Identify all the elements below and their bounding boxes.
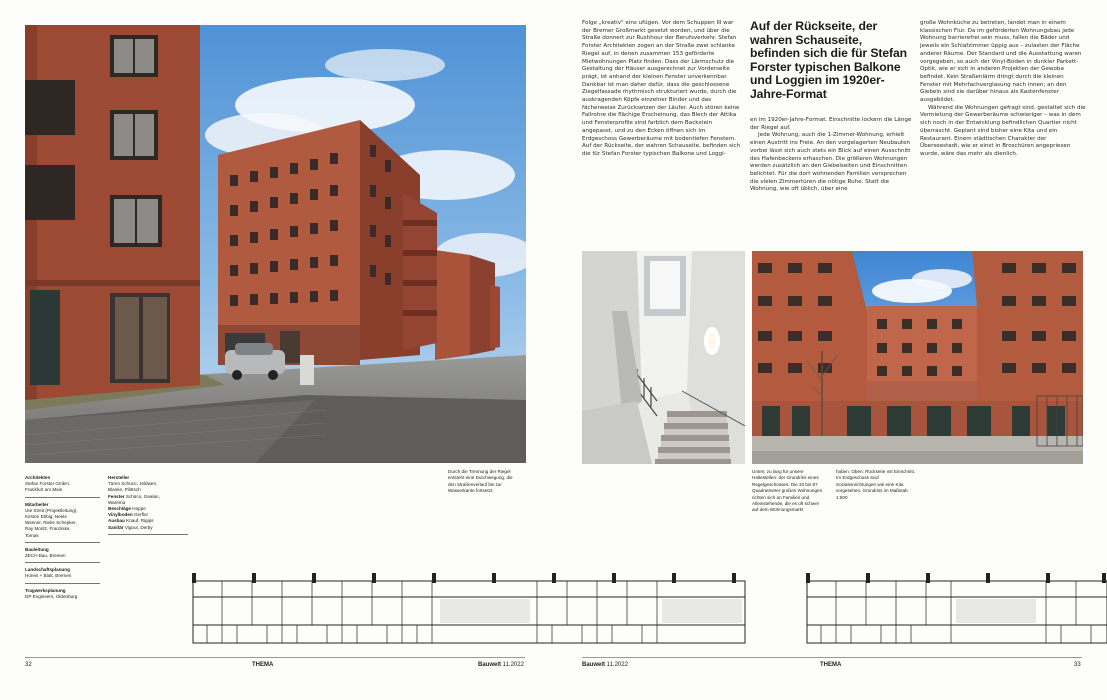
credits-construction-label: Bauleitung: [25, 546, 49, 552]
credits-staff-line: Tomas: [25, 532, 39, 538]
credits-landscape-label: Landschaftsplanung: [25, 567, 70, 573]
manufacturers-line: Blanke, Pilötsch: [108, 487, 141, 493]
credits-divider: [25, 542, 100, 543]
credits-block: [25, 475, 100, 600]
manufacturers-block: [108, 475, 188, 538]
body-column-2: en im 1920er-Jahre-Format. Einschnitte lockern die Länge der Riegel auf. Jede Wohnung, auch die 1-Zimmer-Wohnung, erhielt einen Austritt ins Freie. An den vorgelagerten Neubauten vorbei lässt sich auch stets ein Blick auf einen Ausschnitt des Hafenbeckens erhaschen. Die größeren Wohnungen werden zusätzlich an den Giebelseiten und Einschnitten belichtet. Für die dort wohnenden Familien versprechen die vielen Zimmertüren die nötige Ruhe. Statt die Wohnung, wie oft üblich, über eine: [750, 117, 912, 193]
manufacturers-item: Ausbau Knauf, Rigips: [108, 518, 154, 524]
credits-structure-label: Tragwerksplanung: [25, 587, 66, 593]
page-number-right: 33: [1074, 662, 1081, 668]
body-column-1: Folge „kreativ" eins ufügen. Vor dem Schuppen III war der Bremer Großmarkt gesetzt worden, und über die Straße donnert zur Rushhour der Berufsverkehr. Stefan Forster Architekten zogen an der Straße zwei schlanke Riegel auf, in denen zusammen 153 geförderte Mietwohnungen Platz finden. Dass der Lärmschutz die Gestaltung der Häuser ausgerechnet zur Vorderseite prägt, ist anhand der kleinen Fenster unverkennbar. Dankbar ist man daher dafür, dass die geschlossene Ziegelfassade rhythmisch strukturiert wurde, durch die auskragenden Köpfe einzelner Binder und das fächerweise Zurücksetzen der Läufer. Auch stören keine Fallrohre die flächige Erscheinung, das Blech der Attika und Fensterprofile sind farblich dem Backstein angepasst, und zu den Ecken öffnen sich im Erdgeschoss Gewerberäume mit bodentiefen Fenstern. Auf der Rückseite, der wahren Schauseite, befinden sich die für Stefan Forster typischen Balkone und Loggi-: [582, 20, 741, 157]
manufacturers-line: Türen Schüco, Jeldwen,: [108, 481, 158, 487]
manufacturers-label: Hersteller: [108, 475, 130, 480]
manufacturers-item: Vinylboden Gerflor: [108, 512, 149, 518]
main-building-photo: [25, 25, 526, 463]
credits-divider: [25, 583, 100, 584]
manufacturers-item: Fenster Schüco, Gealan,: [108, 493, 160, 499]
manufacturers-item: Warema: [108, 499, 126, 505]
courtyard-photo: [752, 251, 1083, 464]
issue-label-right: Bauwelt 11.2022: [582, 662, 628, 668]
stairwell-photo: [582, 251, 745, 464]
caption-right: haben. Oben: Rückseite mit Einschnitt. Im Erdgeschoss sind Sozialeinrichtungen wie eine Kita vorgesehen. Grundriss im Maßstab 1:500: [836, 469, 916, 500]
credits-staff-line: Kirsten Ebbig, Neele: [25, 514, 67, 520]
manufacturers-item: Beschläge Hoppe: [108, 506, 146, 512]
section-label-left: THEMA: [252, 662, 274, 668]
caption-mid: Unten, zu lang für unsere Haltestellen: der Grundriss eines Regelgeschosses. Die 33 bis 97 Quadratmeter großen Wohnungen richten sich an Familien und Alleinstehende, die es oft schwer auf dem Wohnungsmarkt: [752, 469, 823, 513]
credits-architects-line: Frankfurt am Main: [25, 487, 63, 493]
credits-architects-label: Architekten: [25, 475, 51, 480]
caption-left: Durch die Trennung der Riegel entsteht eine Durchwegung, die den Straßenverlauf bis zur Wasserkante fortsetzt.: [448, 469, 513, 494]
credits-architects-line: Stefan Forster GmbH,: [25, 481, 70, 487]
credits-structure-value: DP Engineers, Oldenburg: [25, 593, 78, 599]
credits-staff-line: Ute Streit (Projektleitung),: [25, 507, 78, 513]
manufacturers-divider: [108, 534, 188, 535]
issue-label-left: Bauwelt 11.2022: [478, 662, 524, 668]
credits-divider: [25, 562, 100, 563]
floor-plan-right: [806, 573, 1107, 649]
floor-plan-left: [192, 573, 746, 649]
pull-quote: Auf der Rückseite, der wahren Schauseite, befinden sich die für Stefan Forster typischen Balkone und Loggien im 1920er-Jahre-Format: [750, 19, 908, 101]
credits-divider: [25, 497, 100, 498]
section-label-right: THEMA: [820, 662, 842, 668]
credits-staff-label: Mitarbeiter: [25, 501, 49, 507]
credits-staff-line: Ray Moritz, Franziska: [25, 526, 70, 532]
credits-staff-line: Wanner, Rieke Schepker,: [25, 520, 77, 526]
credits-construction-value: ZECH Bau, Bremen: [25, 553, 66, 559]
footer-rule-left: [25, 657, 525, 658]
manufacturers-item: Sanitär Vigour, Derby: [108, 524, 153, 530]
body-column-3: große Wohnküche zu betreten, landet man in einem klassischen Flur. Da im geförderten Wohnungsbau jede Wohnung barrierefrei sein muss, fallen die Bäder und jeweils ein Schlafzimmer üppig aus – zulasten der Fläche anderer Räume. Der Standard und die Ausstattung waren vorgegeben, so auch der Vinyl-Boden in dunkler Parkett-Optik, wie er sich in anderen Projekten der Gewoba befindet. Kein Straßenlärm dringt durch die kleinen Fenster mit Mehrfachverglasung nach innen; an den Giebeln sind sie darüber hinaus als Kastenfenster ausgebildet. Während die Wohnungen gefragt sind, gestaltet sich die Vermietung der Gewerberäume schwieriger – was in dem sich noch in der Entwicklung befindlichen Quartier nicht überrascht. Geplant sind bisher eine Kita und ein Restaurant. Einem städtischen Charakter der Überseestadt, wie er einst in Broschüren angepriesen wurde, wäre das mehr als dienlich.: [920, 20, 1086, 157]
footer-rule-right: [582, 657, 1082, 658]
credits-landscape-value: Horeis + Blatt, Bremen: [25, 573, 72, 579]
page-number-left: 32: [25, 662, 32, 668]
